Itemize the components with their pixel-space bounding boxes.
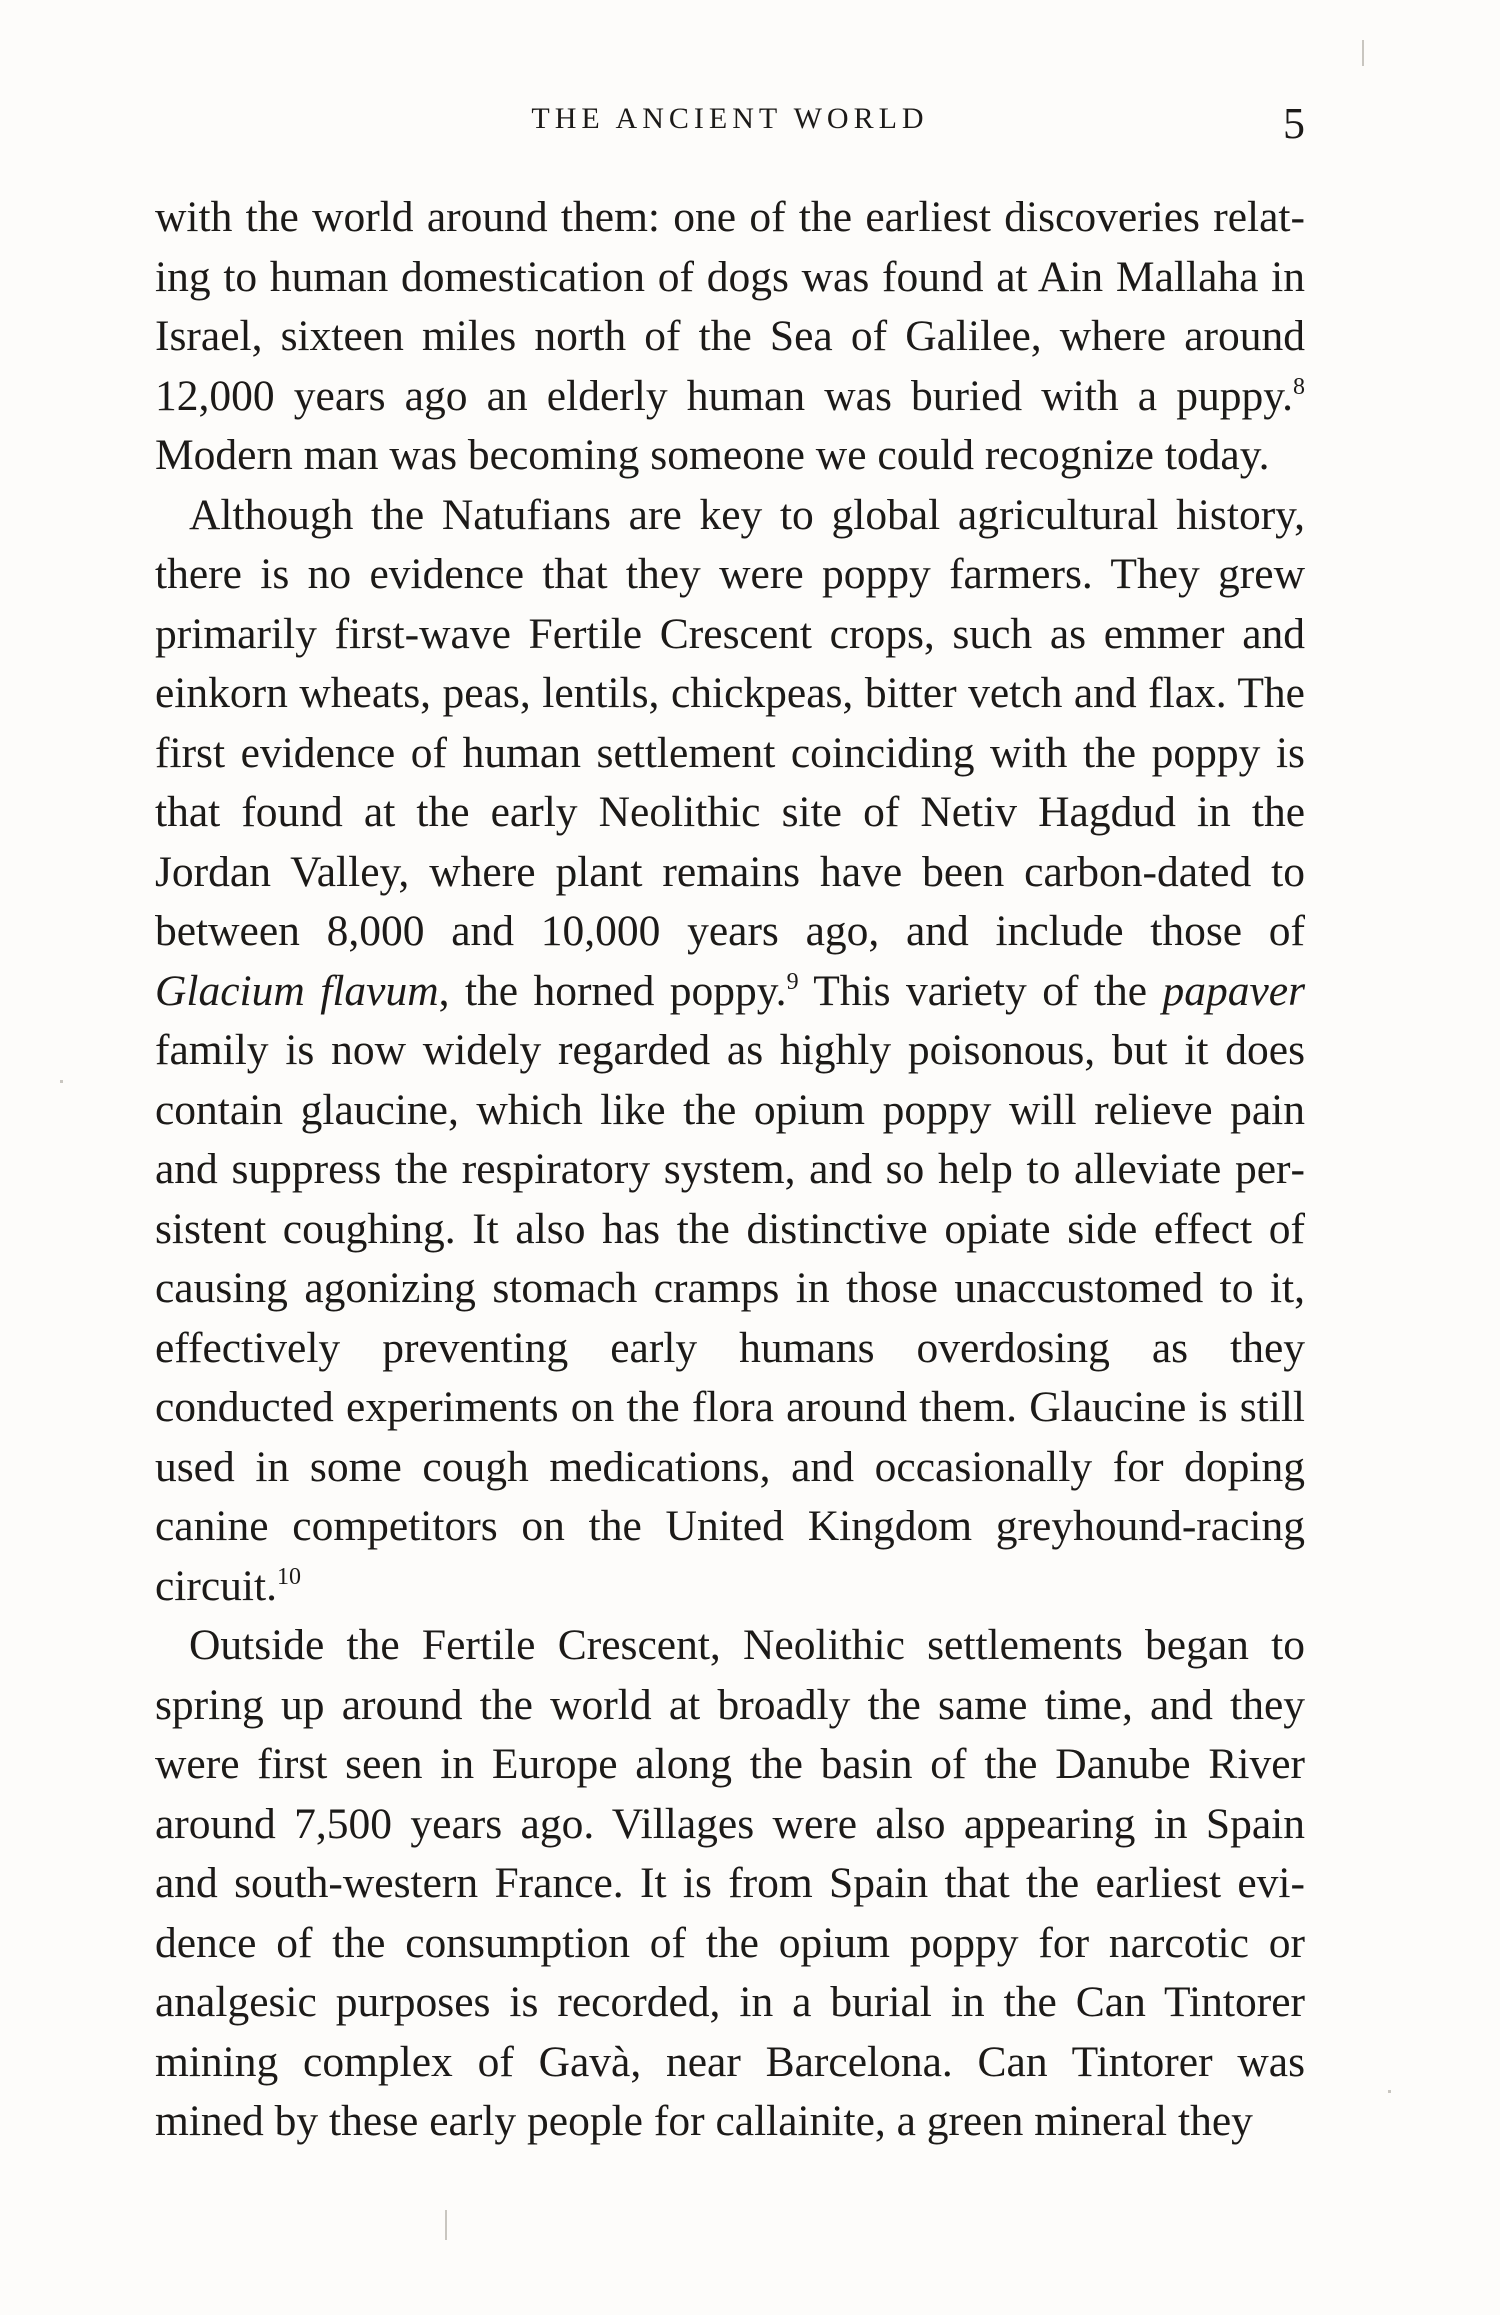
text-run: Modern man was becoming someone we could recognize today. xyxy=(155,431,1270,479)
page-number: 5 xyxy=(1283,99,1305,148)
note-reference: 10 xyxy=(276,1563,301,1590)
text-run: with the world around them: one of the earliest discoveries relating to human domestication of dogs was found at Ain Mallaha in Israel, sixteen miles north of the Sea of Galilee, where around 12,000 years ago an elderly human was buried with a puppy. xyxy=(155,193,1305,420)
text-run: Outside the Fertile Crescent, Neolithic settlements began to spring up around the world at broadly the same time, and they were first seen in Europe along the basin of the Danube River around 7,500 years ago. Villages were also appearing in Spain and south-western France. It is from Spain that the earliest evidence of the consumption of the opium poppy for narcotic or analgesic purposes is recorded, in a burial in the Can Tintorer mining complex of Gavà, near Barcelona. Can Tintorer was mined by these early people for callainite, a green mineral they xyxy=(155,1621,1305,2145)
note-reference: 8 xyxy=(1293,373,1305,400)
paragraph xyxy=(155,1616,1305,2152)
scan-artifact xyxy=(1362,40,1364,66)
scan-artifact xyxy=(1388,2090,1391,2093)
body-text xyxy=(155,188,1305,2152)
paragraph xyxy=(155,486,1305,1617)
paragraph xyxy=(155,188,1305,486)
scan-artifact xyxy=(60,1080,63,1083)
italic-term: Glacium flavum xyxy=(155,966,439,1015)
scan-artifact xyxy=(445,2210,447,2240)
italic-term: papaver xyxy=(1162,966,1305,1015)
text-run: This variety of the xyxy=(798,966,1163,1015)
text-run: , the horned poppy. xyxy=(438,966,787,1015)
text-run: Although the Natufians are key to global agricultural history, there is no evidence that they were poppy farmers. They grew primarily first-wave Fertile Crescent crops, such as emmer and einkorn wheats, peas, lentils, chickpeas, bitter vetch and flax. The first evidence of human settlement coinciding with the poppy is that found at the early Neolithic site of Netiv Hagdud in the Jordan Valley, where plant remains have been carbon-dated to between 8,000 and 10,000 years ago, and include those of xyxy=(155,490,1305,955)
text-run: family is now widely regarded as highly poisonous, but it does contain glaucine, which like the opium poppy will relieve pain and suppress the respiratory system, and so help to alleviate persistent coughing. It also has the distinctive opiate side effect of causing agonizing stomach cramps in those unaccustomed to it, effectively preventing early humans overdosing as they conducted experiments on the flora around them. Glaucine is still used in some cough medications, and occasionally for doping canine competitors on the United Kingdom greyhound-racing circuit. xyxy=(155,1026,1305,1610)
note-reference: 9 xyxy=(786,968,799,995)
running-title: THE ANCIENT WORLD xyxy=(531,102,929,135)
running-head xyxy=(155,98,1305,148)
